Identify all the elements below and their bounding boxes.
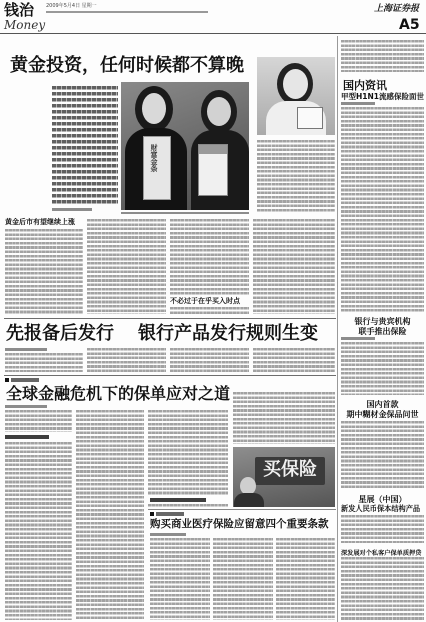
sidebar-item-5-headline: 深发展对个私客户保单质押贷 bbox=[341, 550, 422, 557]
gold-story-body-col-4 bbox=[253, 219, 335, 314]
left-model-face bbox=[142, 93, 166, 124]
sidebar-item-2-body bbox=[341, 342, 424, 395]
buy-insurance-photo bbox=[233, 447, 335, 507]
sidebar-item-2-headline-line-2: 联手推出保险 bbox=[358, 327, 407, 336]
sidebar-item-4-headline-line-1: 星展（中国） bbox=[358, 495, 407, 504]
crisis-story-body-col-3a bbox=[148, 410, 228, 495]
sidebar-item-2-byline bbox=[341, 337, 375, 340]
medical-story-body-col-1 bbox=[150, 538, 210, 620]
filing-story-headline-1: 先报备后发行 bbox=[6, 323, 114, 344]
sidebar-item-5-body bbox=[341, 557, 424, 620]
paper-name-logo: 上海证券报 bbox=[374, 4, 420, 14]
right-model-face bbox=[207, 97, 231, 126]
insurance-photo bbox=[257, 57, 335, 135]
editor-credits-line bbox=[46, 11, 208, 13]
sidebar-item-3-body bbox=[341, 421, 424, 490]
section-subtitle: Money bbox=[4, 18, 46, 32]
medical-story-body-col-3 bbox=[276, 538, 335, 620]
filing-story-body-col-2 bbox=[87, 348, 166, 372]
masthead-rule bbox=[0, 33, 426, 34]
medical-story-kicker-marker bbox=[150, 512, 154, 516]
medical-story-kicker bbox=[156, 512, 184, 516]
crisis-story-subhead-1 bbox=[5, 435, 49, 439]
gold-story-subhead-1: 黄金后市有望继续上涨 bbox=[5, 218, 75, 226]
crisis-story-kicker-marker bbox=[5, 378, 9, 382]
sidebar-item-1-headline: 甲型H1N1流感保险面世 bbox=[341, 92, 424, 101]
section-rule-1 bbox=[4, 318, 336, 319]
section-rule-2 bbox=[4, 375, 336, 376]
section-rule-3 bbox=[148, 509, 336, 510]
held-card bbox=[297, 107, 323, 129]
gold-story-photo-caption bbox=[121, 212, 249, 214]
filing-story-body-col-1 bbox=[5, 353, 83, 372]
filing-story-body-col-4 bbox=[253, 348, 335, 372]
gold-story-lead-paragraph bbox=[52, 86, 118, 204]
medical-story-body-col-2 bbox=[213, 538, 273, 620]
sidebar-top-text bbox=[341, 40, 424, 72]
crisis-story-kicker bbox=[11, 378, 39, 382]
medical-story-headline: 购买商业医疗保险应留意四个重要条款 bbox=[150, 518, 329, 530]
sidebar-item-2-headline-line-1: 银行与贵宾机构 bbox=[354, 317, 411, 326]
gold-story-body-col-2 bbox=[87, 219, 166, 314]
issue-date: 2009年5月4日 星期一 bbox=[46, 3, 97, 9]
gold-story-subhead-2: 不必过于在乎买入时点 bbox=[170, 297, 240, 305]
person-body bbox=[234, 493, 264, 507]
sidebar-item-3-headline-line-2: 期中糊材金保品问世 bbox=[346, 410, 419, 419]
signboard-text: 买保险 bbox=[263, 459, 317, 480]
woman-face bbox=[283, 69, 308, 99]
gold-story-photo bbox=[121, 82, 249, 210]
crisis-story-subhead-2 bbox=[150, 498, 206, 502]
gold-story-body-col-3 bbox=[170, 219, 249, 295]
crisis-story-body-col-2 bbox=[76, 410, 144, 620]
medical-story-byline bbox=[150, 533, 186, 536]
sidebar-item-3-headline-line-1: 国内首款 bbox=[366, 400, 399, 409]
sidebar-item-1-byline bbox=[341, 102, 375, 105]
crisis-story-byline bbox=[5, 405, 47, 408]
gold-story-headline: 黄金投资，任何时候都不算晚 bbox=[10, 55, 244, 76]
sidebar-item-4-headline-line-2: 新发人民币保本结构产品 bbox=[341, 504, 421, 513]
crisis-story-headline: 全球金融危机下的保单应对之道 bbox=[6, 384, 231, 403]
insurance-photo-story-text bbox=[257, 140, 335, 213]
gold-story-byline bbox=[52, 208, 92, 211]
crisis-story-body-col-1a bbox=[5, 410, 72, 432]
crisis-story-body-col-3b bbox=[148, 504, 228, 507]
page-number: A5 bbox=[399, 17, 420, 33]
gold-gift-box-band bbox=[199, 145, 227, 154]
crisis-story-body-col-4 bbox=[233, 392, 335, 444]
gold-story-body-col-3b bbox=[170, 307, 249, 315]
sidebar-divider bbox=[337, 36, 338, 622]
filing-story-body-col-3 bbox=[170, 348, 249, 372]
gold-bar-label: 财富金条 bbox=[150, 144, 158, 172]
crisis-story-body-col-1b bbox=[5, 442, 72, 620]
gold-story-body-col-1 bbox=[5, 229, 83, 314]
section-title: 钱治 bbox=[4, 1, 35, 19]
sidebar-item-4-body bbox=[341, 515, 424, 543]
filing-story-byline bbox=[5, 348, 47, 351]
sidebar-title: 国内资讯 bbox=[343, 79, 387, 92]
sidebar-item-1-body bbox=[341, 107, 424, 312]
filing-story-headline-2: 银行产品发行规则生变 bbox=[138, 323, 318, 344]
